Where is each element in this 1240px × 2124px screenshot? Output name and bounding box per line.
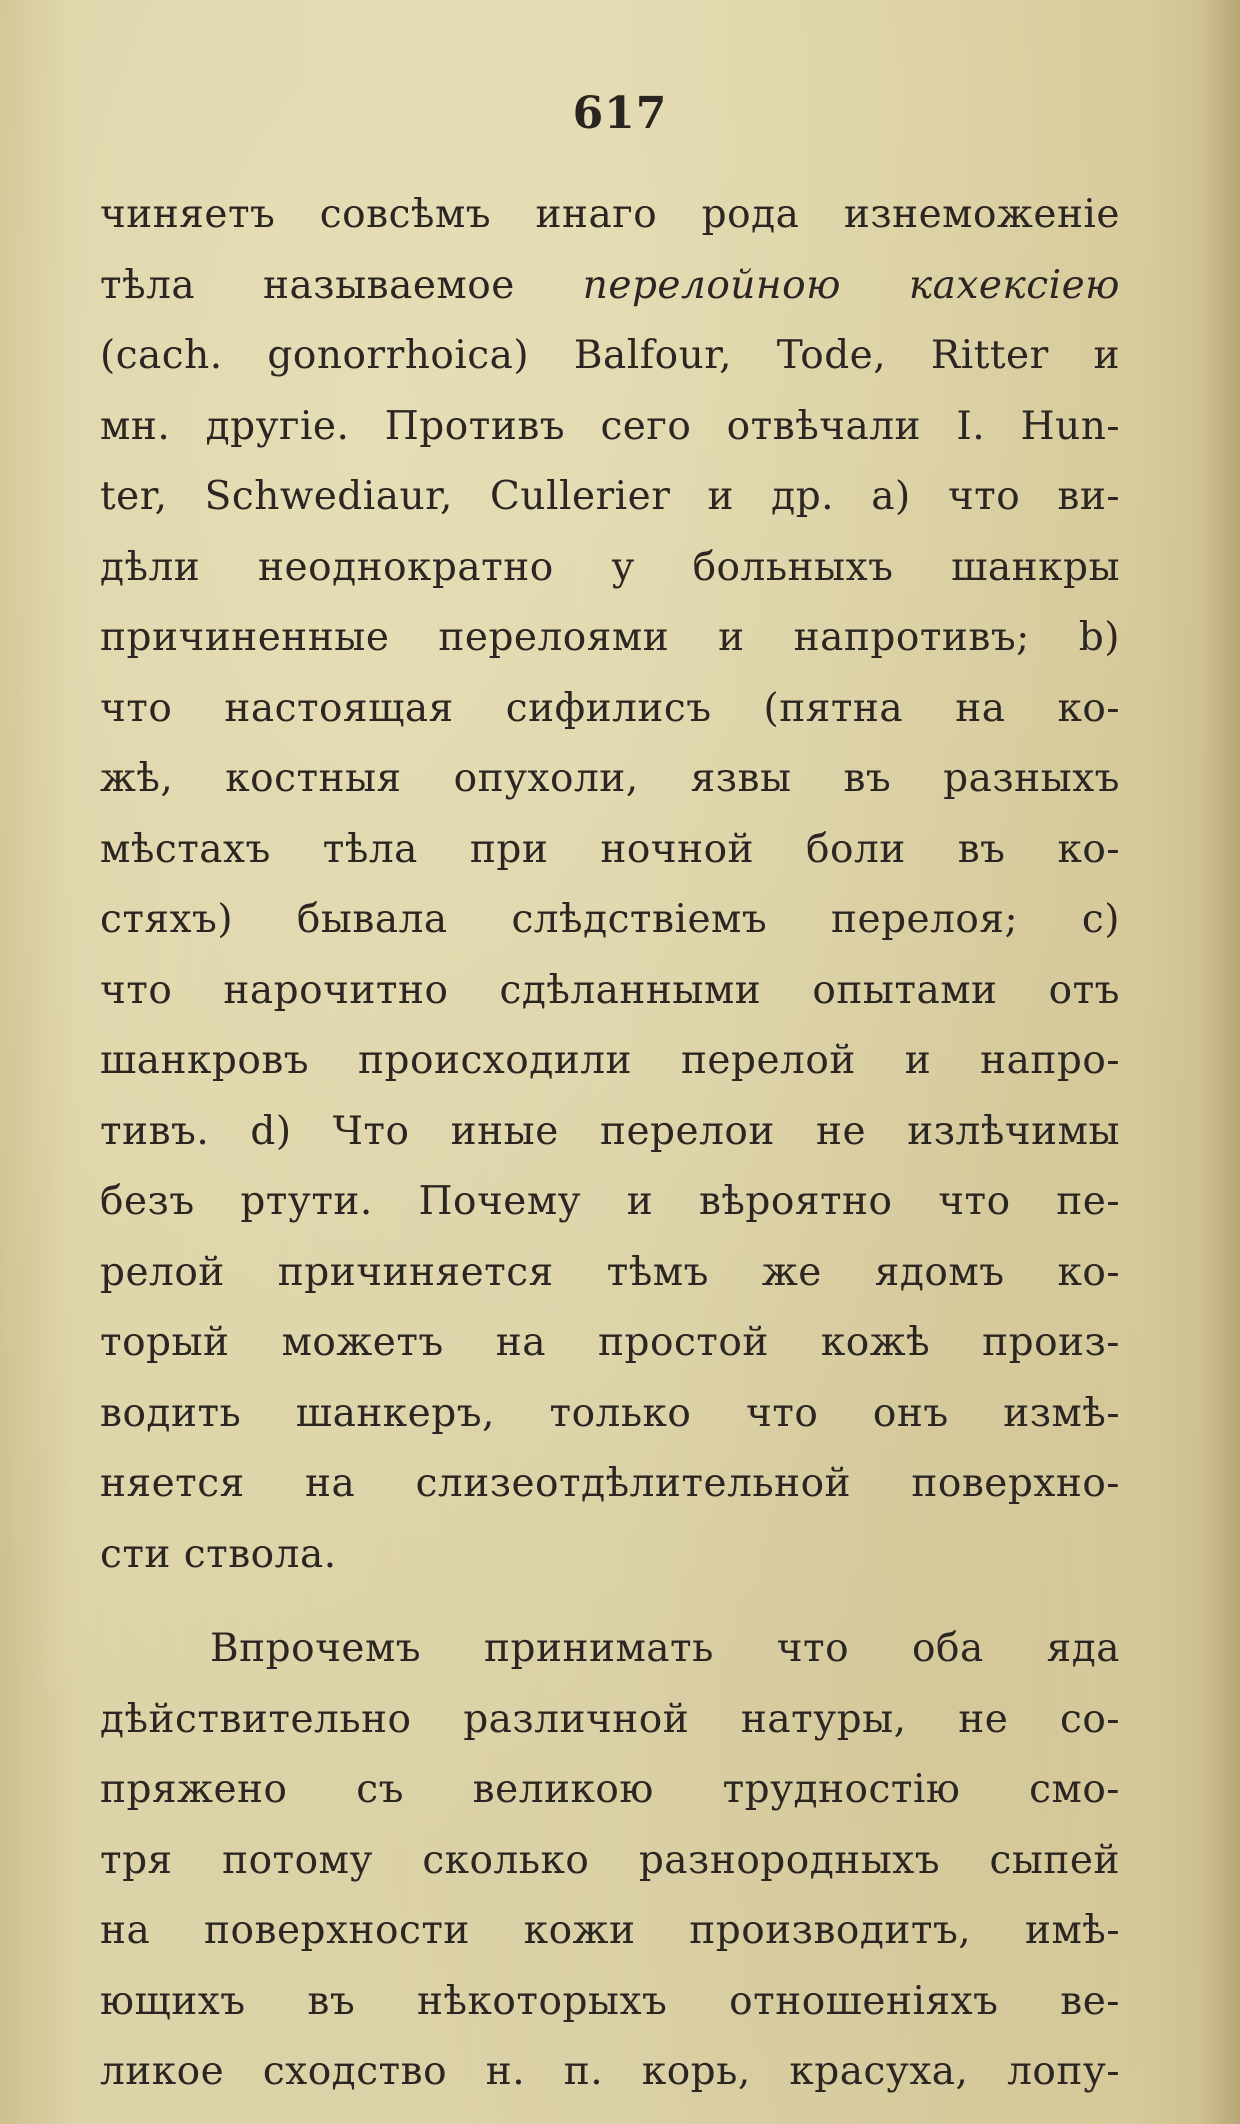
text-line: пряжено съ великою трудностiю смо- — [100, 1767, 1120, 1812]
text-line: причиненные перелоями и напротивъ; b) — [100, 615, 1120, 660]
text-line: ликое сходство н. п. корь, красуха, лопу- — [100, 2049, 1120, 2094]
text-line: что нарочитно сдѣланными опытами отъ — [100, 967, 1120, 1013]
text-line: дѣли неоднократно у больныхъ шанкры — [100, 544, 1120, 590]
text-line: жѣ, костныя опухоли, язвы въ разныхъ — [100, 756, 1120, 801]
body-text — [100, 180, 1120, 2108]
text-line: что настоящая сифилисъ (пятна на ко- — [100, 685, 1120, 731]
text-line-start: тѣла называемое — [100, 262, 583, 308]
text-line: торый можетъ на простой кожѣ произ- — [100, 1320, 1120, 1365]
text-line: чиняетъ совсѣмъ инаго рода изнеможенie — [100, 192, 1120, 237]
text-line: сти ствола. — [100, 1531, 337, 1577]
text-line: тивъ. d) Что иные перелои не излѣчимы — [100, 1108, 1120, 1154]
text-line: мн. другie. Противъ сего отвѣчали I. Hun- — [100, 403, 1120, 449]
paragraph-1 — [100, 180, 1120, 1590]
page-edge-shadow — [1200, 0, 1240, 2124]
text-line — [100, 251, 1120, 322]
italic-term: перелойною кахексiею — [582, 262, 1121, 308]
text-line: шанкровъ происходили перелой и напро- — [100, 1038, 1120, 1083]
text-line: водить шанкеръ, только что онъ измѣ- — [100, 1390, 1120, 1436]
text-line: релой причиняется тѣмъ же ядомъ ко- — [100, 1249, 1120, 1295]
paragraph-gap — [100, 1590, 1120, 1614]
text-line: мѣстахъ тѣла при ночной боли въ ко- — [100, 826, 1120, 872]
text-line: ющихъ въ нѣкоторыхъ отношенiяхъ ве- — [100, 1978, 1120, 2024]
page-number: 617 — [572, 88, 668, 139]
paragraph-2 — [100, 1614, 1120, 2108]
text-line: (cach. gonorrhoica) Balfour, Tode, Ritter и — [100, 333, 1120, 378]
text-line: тря потому сколько разнородныхъ сыпей — [100, 1837, 1120, 1883]
text-line: безъ ртути. Почему и вѣроятно что пе- — [100, 1179, 1120, 1224]
text-line: няется на слизеотдѣлительной поверхно- — [100, 1461, 1120, 1506]
text-line: дѣйствительно различной натуры, не со- — [100, 1696, 1120, 1742]
text-line: ter, Schwediaur, Cullerier и др. a) что ви- — [100, 474, 1120, 519]
text-line: на поверхности кожи производитъ, имѣ- — [100, 1908, 1120, 1953]
text-line: Впрочемъ принимать что оба яда — [210, 1626, 1120, 1671]
text-line: стяхъ) бывала слѣдствiемъ перелоя; c) — [100, 897, 1120, 942]
